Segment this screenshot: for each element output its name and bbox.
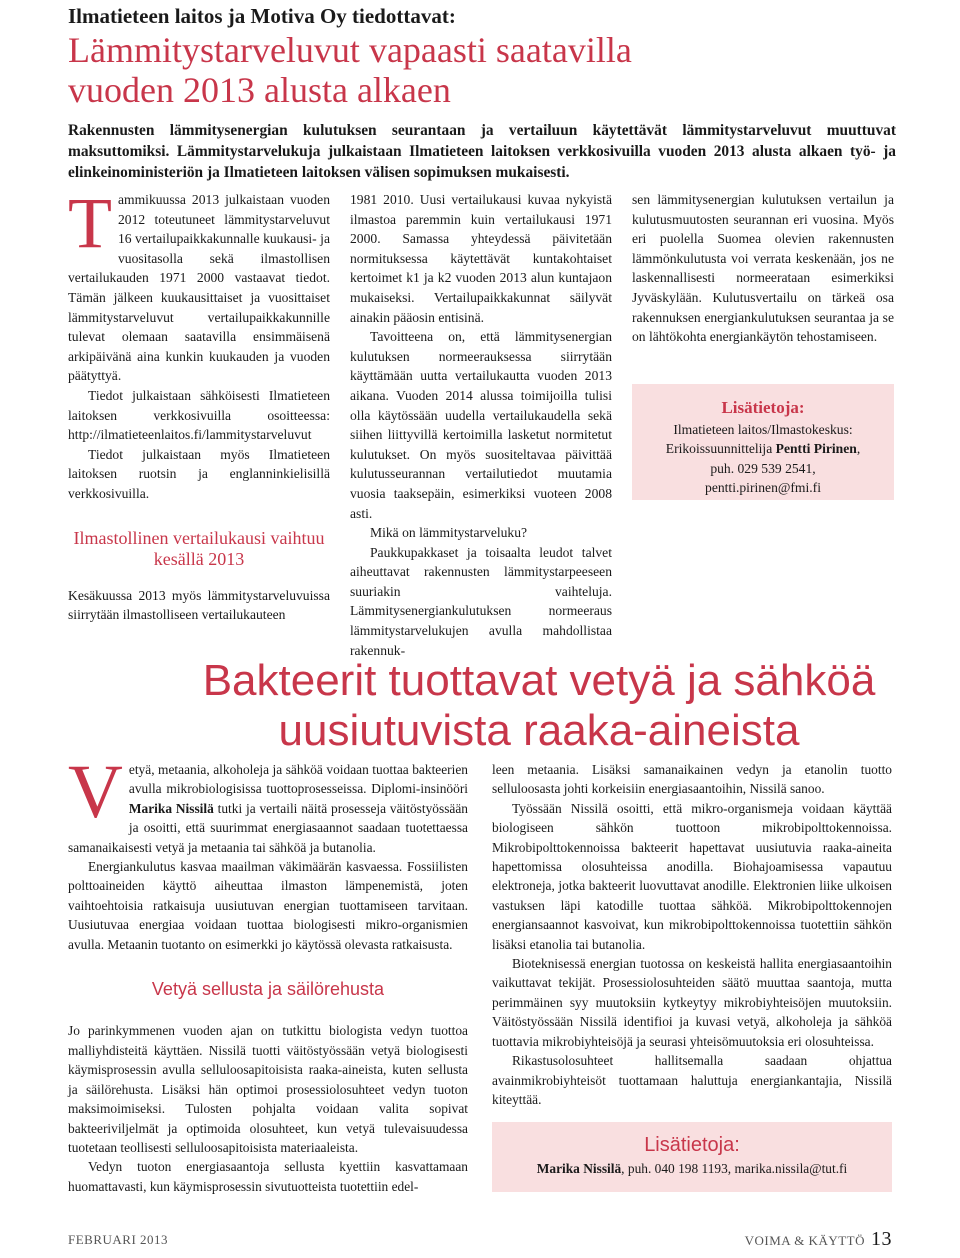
body-paragraph: ammikuussa 2013 julkaistaan vuoden 2012 toteutuneet lämmitystarveluvut 16 vertailupaikkakunnalle kuukausi- ja vuositasolla sekä ilmastollisen vertailukauden 1971 2000 vastaavat tiedot. Tämän jälkeen kuukausittaiset ja vuosittaiset lämmitystarveluvut vertailupaikkakunnille tulevat olemaan saatavilla ensimmäisenä arkipäivänä aina kunkin kuukauden ja vuoden päätyttyä. bbox=[68, 192, 330, 384]
article2-headline bbox=[134, 656, 944, 756]
section-subhead: Vetyä sellusta ja säilörehusta bbox=[151, 979, 385, 1000]
headline-line-2: vuoden 2013 alusta alkaen bbox=[68, 70, 451, 110]
body-paragraph: 1981 2010. Uusi vertailukausi kuvaa nykyistä ilmastoa paremmin kuin vertailukausi 1971 2000. Samassa yhteydessä päivitetään normituksessa käytettävät kuntakohtaiset kertoimet k1 ja k2 vuoden 2013 alun kuntajaon mukaiseksi. Vertailupaikkakunnat säilyvät ainakin pääosin entisinä. bbox=[350, 192, 612, 325]
info-box-phone: puh. 029 539 2541, bbox=[710, 460, 816, 476]
body-paragraph: Paukkupakkaset ja toisaalta leudot talvet aiheuttavat rakennusten lämmitystarpeeseen suuriakin vaihteluja. Lämmitysenergiankulutuksen normeeraus lämmitystarvelukujen avulla mahdollistaa rakennuk- bbox=[350, 544, 612, 658]
info-box-title: Lisätietoja: bbox=[644, 1134, 740, 1156]
article1-column-3 bbox=[632, 190, 894, 347]
headline-line-2: uusiutuvista raaka-aineista bbox=[278, 706, 800, 755]
body-paragraph: sen lämmitysenergian kulutuksen vertailun ja kulutusmuutosten seurannan eri vuosina. Myös eri puolella Suomea olevien rakennusten lämmönkulutusta voi verrata keskenään, jos ne laskennallisesti normeerataan esimerkiksi Jyväskylään. Kulutusvertailu on tärkeä osa rakennuksen energiankulutuksen seurantaa ja se on lähtökohta energiankäytön tehostamiseen. bbox=[632, 192, 894, 345]
article2-column-1: V etyä, metaania, alkoholeja ja sähköä voidaan tuottaa bakteerien avulla mikrobiologisissa tuottoprosesseissa. Diplomi-insinööri Marika Nissilä tutki ja vertaili näitä prosesseja väitöstyössään ja osoitti, että suurimmat energiasaannot saadaan tuotettaessa samanaikaisesti vetyä ja metaania tai sähköä ja butanolia. Energiankulutus kasvaa maailman väkimäärän kasvaessa. Fossiilisten polttoaineiden käyttö aiheuttaa ilmaston lämpenemistä, joten vaihtoehtoisia ratkaisuja uusiutuvan energian tuottamiseen tarvitaan. Uusiutuvaa energiaa voidaan tuottaa biologisesti mikro-organismien avulla. Metaanin tuotanto on esimerkki jo käytössä olevasta ratkaisusta. Vetyä sellusta ja säilörehusta Jo parinkymmenen vuoden ajan on tutkittu biologista vedyn tuottoa malliyhdisteitä käyttäen. Nissilä tuotti väitöstyössään vetyä biologisesti käymisprosessin avulla selluloosapitoisista raaka-aineista, kuten sellusta ja säilörehusta. Lisäksi hän optimoi prosessiolosuhteet vedyn tuoton maksimoimiseksi. Tulosten pohjalta voidaan valita sopivat bakteeriviljelmät ja optimoida olosuhteet, kun vetyä tulevaisuudessa tuotetaan teollisesti selluloosapitoisista materiaaleista. Vedyn tuoton energiasaantoja sellusta kyettiin kasvattamaan huomattavasti, kun käymisprosessin sivutuotteista tuotettiin edel- bbox=[68, 760, 468, 1196]
info-box-contact: Erikoissuunnittelija Pentti Pirinen, bbox=[665, 441, 861, 456]
info-box bbox=[632, 384, 894, 500]
body-paragraph: Bioteknisessä energian tuotossa on keskeistä hallita energiasaantoihin vaikuttavat tekijät. Prosessiolosuhteiden säätö muuttaa saantoja, mutta perimmäinen syy muutoksiin kytkeytyy mikrobiyhteisöjen muutoksiin. Väitöstyössään Nissilä identifioi ja kuvasi vetyä, alkoholeja ja sähköä tuottavia mikrobiyhteisöjä ja seurasi yhteisömuutoksia eri olosuhteissa. bbox=[492, 956, 892, 1049]
info-box-contact: Marika Nissilä, puh. 040 198 1193, marika.nissila@tut.fi bbox=[536, 1161, 848, 1176]
article1-column-1 bbox=[68, 183, 330, 625]
body-paragraph: Jo parinkymmenen vuoden ajan on tutkittu biologista vedyn tuottoa malliyhdisteitä käyttäen. Nissilä tuotti väitöstyössään vetyä biologisesti käymisprosessin avulla selluloosapitoisista raaka-aineista, kuten sellusta ja säilörehusta. Lisäksi hän optimoi prosessiolosuhteet vedyn tuoton maksimoimiseksi. Tulosten pohjalta voidaan valita sopivat bakteeriviljelmät ja optimoida olosuhteet, kun vetyä tulevaisuudessa tuotetaan teollisesti selluloosapitoisista materiaaleista. bbox=[68, 1023, 468, 1155]
article-kicker: Ilmatieteen laitos ja Motiva Oy tiedottavat: bbox=[68, 4, 456, 28]
section-subhead: Ilmastollinen vertailukausi vaihtuu kesällä 2013 bbox=[73, 527, 325, 569]
dropcap: T bbox=[68, 183, 112, 263]
body-paragraph: Energiankulutus kasvaa maailman väkimäärän kasvaessa. Fossiilisten polttoaineiden käyttö aiheuttaa ilmaston lämpenemistä, joten vaihtoehtoisia ratkaisuja uusiutuvan energian tuottamiseen tarvitaan. Uusiutuvaa energiaa voidaan tuottaa biologisesti mikro-organismien avulla. Metaanin tuotanto on esimerkki jo käytössä olevasta ratkaisusta. bbox=[68, 859, 468, 952]
article2-column-2 bbox=[492, 760, 892, 1109]
article-headline bbox=[68, 30, 888, 110]
body-paragraph: Tiedot julkaistaan sähköisesti Ilmatieteen laitoksen verkkosivuilla osoitteessa: http://ilmatieteenlaitos.fi/lammitystarveluvut bbox=[68, 387, 330, 443]
headline-line-1: Bakteerit tuottavat vetyä ja sähköä bbox=[202, 656, 876, 705]
body-paragraph: Kesäkuussa 2013 myös lämmitystarveluvuissa siirrytään ilmastolliseen vertailukauteen bbox=[68, 587, 330, 623]
body-paragraph: Tavoitteena on, että lämmitysenergian kulutuksen normeerauksessa siirrytään käyttämään uutta vertailukautta vuoden 2013 aikana. Vuoden 2014 alussa toimijoilla tulisi olla käytössään uudella vertailukaudella sekä siihen liittyvillä kertoimilla lasketut normitetut kulutukset. On myös suositeltavaa päivittää kulutusseurannan vertailutiedot muutamia vuosia taaksepäin, esimerkiksi vuoteen 2008 asti. bbox=[350, 329, 612, 521]
body-paragraph: Työssään Nissilä osoitti, että mikro-organismeja voidaan käyttää biologiseen sähkön tuottoon mikrobipolttokennoissa. Mikrobipolttokennoissa bakteerit hapettavat uusiutuvia raaka-aineita hapettomissa olosuhteissa anodilla. Biohajoamisessa vapautuu elektroneja, jotka bakteerit luovuttavat anodille. Elektronien liike ulkoisen vastuksen läpi katodille tuottaa sähköä. Mikrobipolttokennojen energiansaannot kasvoivat, kun mikrobipolttokennoissa tuotettiin sähkön lisäksi etanolia tai butanolia. bbox=[492, 800, 892, 952]
publication-name: VOIMA & KÄYTTÖ bbox=[744, 1233, 865, 1248]
body-paragraph: Vedyn tuoton energiasaantoja sellusta kyettiin kasvattamaan huomattavasti, kun käymisprosessin sivutuotteista tuotettiin edel- bbox=[68, 1159, 468, 1194]
body-paragraph: Mikä on lämmitystarveluku? bbox=[370, 525, 528, 541]
body-paragraph: leen metaania. Lisäksi samanaikainen vedyn ja etanolin tuotto selluloosasta johti korkeisiin energiasaantoihin, Nissilä sanoo. bbox=[492, 762, 892, 797]
footer-publication bbox=[745, 1228, 892, 1251]
headline-line-1: Lämmitystarveluvut vapaasti saatavilla bbox=[68, 30, 632, 70]
info-box-email[interactable]: pentti.pirinen@fmi.fi bbox=[705, 480, 821, 495]
dropcap: V bbox=[68, 750, 123, 834]
article-lead: Rakennusten lämmitysenergian kulutuksen seurantaan ja vertailuun käytettävät lämmitystarveluvut muuttuvat maksuttomiksi. Lämmitystarvelukuja julkaistaan Ilmatieteen laitoksen verkkosivuilla vuoden 2013 alusta alkaen työ- ja elinkeinoministeriön ja Ilmatieteen laitoksen välisen sopimuksen mukaisesti. bbox=[68, 122, 896, 181]
info-box-2 bbox=[492, 1122, 892, 1192]
body-paragraph: Rikastusolosuhteet hallitsemalla saadaan ohjattua avainmikrobiyhteisöt tuottamaan haluttuja energiankantajia, Nissilä kiteyttää. bbox=[492, 1053, 892, 1107]
person-name: Marika Nissilä bbox=[128, 800, 214, 816]
contact-name: Marika Nissilä bbox=[536, 1161, 622, 1176]
body-paragraph: Tiedot julkaistaan myös Ilmatieteen laitoksen ruotsin ja englanninkielisillä verkkosivuilla. bbox=[68, 446, 330, 501]
footer-issue: FEBRUARI 2013 bbox=[68, 1232, 169, 1247]
contact-name: Pentti Pirinen bbox=[775, 441, 857, 456]
info-box-org: Ilmatieteen laitos/Ilmastokeskus: bbox=[673, 421, 853, 437]
info-box-title: Lisätietoja: bbox=[721, 398, 805, 417]
article1-column-2 bbox=[350, 190, 612, 660]
page-number: 13 bbox=[871, 1228, 892, 1250]
